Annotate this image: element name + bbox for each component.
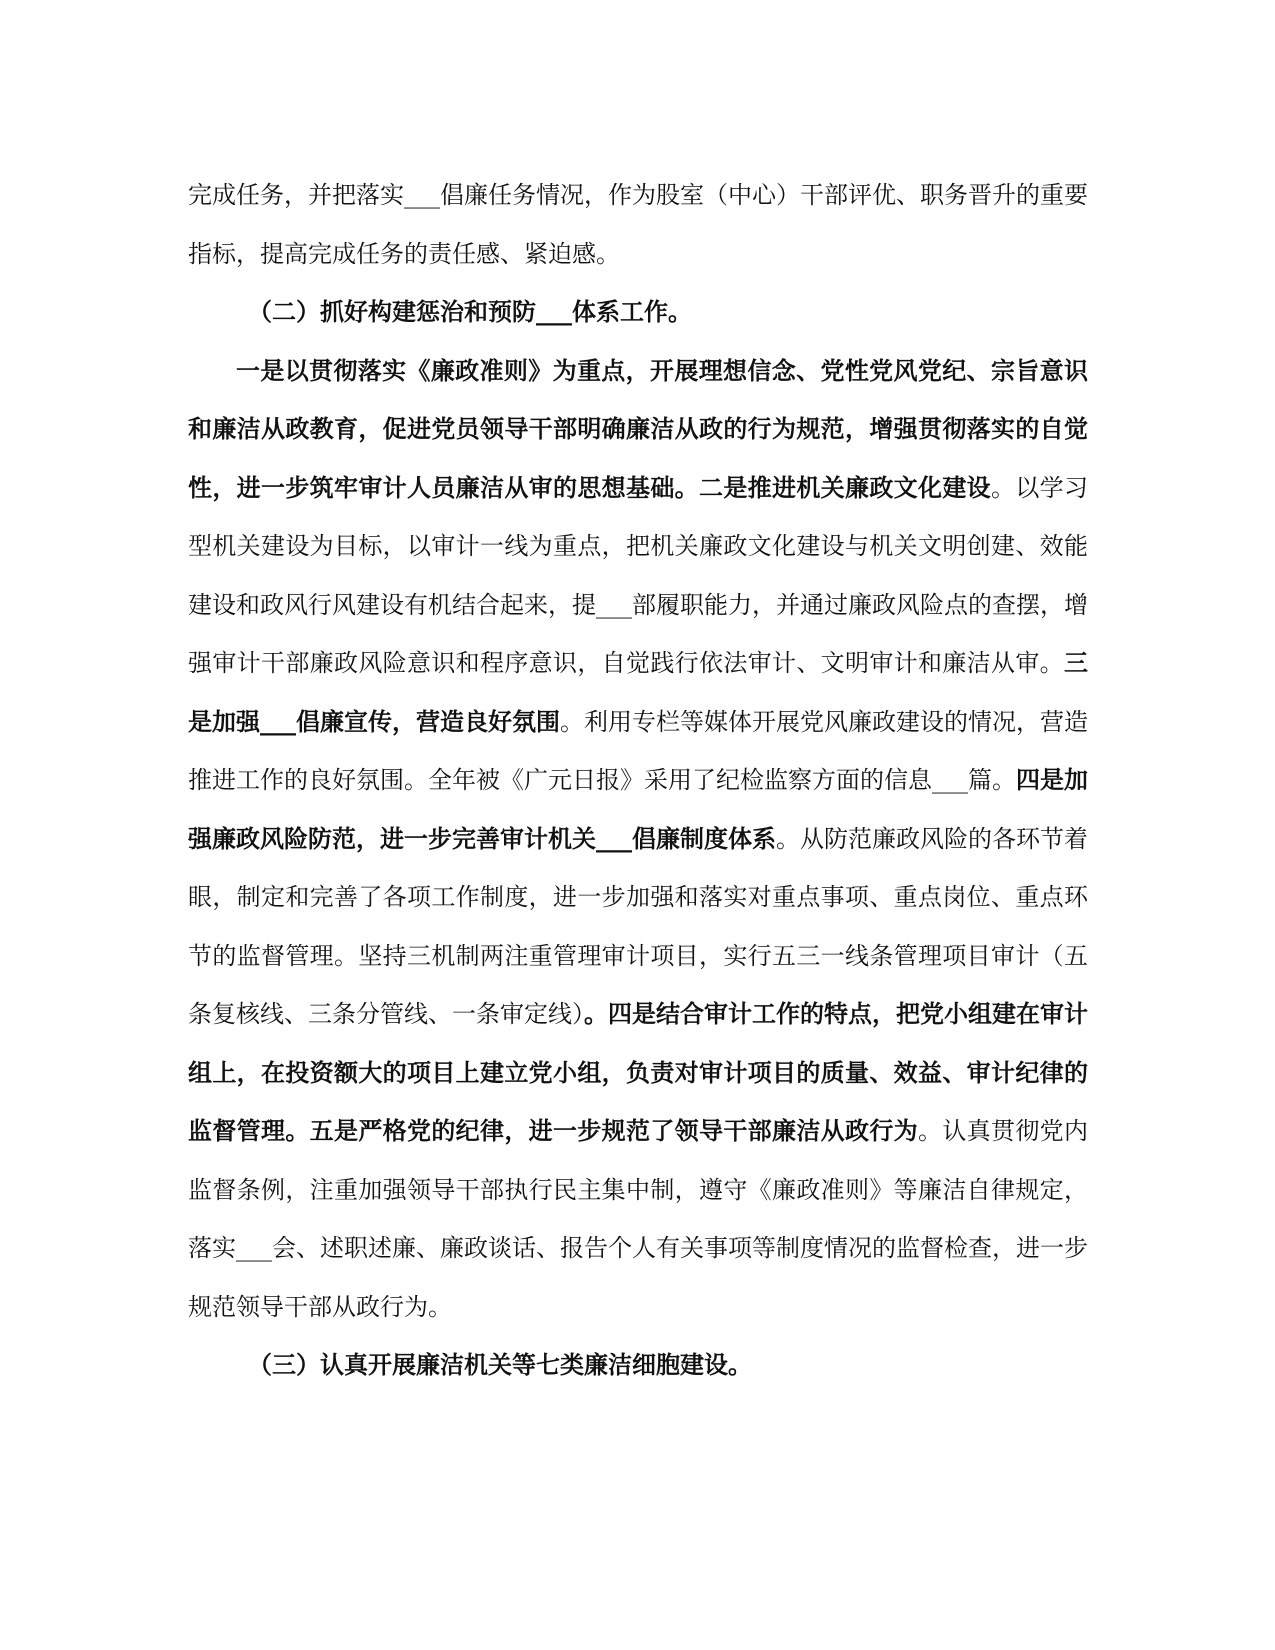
bold-run: 。四是结合审计工作的特点，把党小组建在审计组上，在投资额大的项目上建立党小组，负责对审计项目的质量、效益、审计纪律的监督管理。五是严格党的纪律，进一步规范了领导干部廉洁从政行为 xyxy=(188,999,1088,1145)
document-body xyxy=(188,166,1088,1395)
text-run: 。利用专栏等媒体开展党风廉政建设的情况，营造推进工作的良好氛围。全年被《广元日报》采用了纪检监察方面的信息___篇。 xyxy=(188,707,1088,794)
text-run: 。认真贯彻党内监督条例，注重加强领导干部执行民主集中制，遵守《廉政准则》等廉洁自律规定，落实___会、述职述廉、廉政谈话、报告个人有关事项等制度情况的监督检查，进一步规范领导干部从政行为。 xyxy=(188,1117,1088,1321)
bold-run: 三是加强___倡廉宣传，营造良好氛围 xyxy=(188,648,1088,736)
text-run: 。以学习型机关建设为目标，以审计一线为重点，把机关廉政文化建设与机关文明创建、效能建设和政风行风建设有机结合起来，提___部履职能力，并通过廉政风险点的查摆，增强审计干部廉政风险意识和程序意识，自觉践行依法审计、文明审计和廉洁从审。 xyxy=(188,473,1088,677)
bold-run: 四是加强廉政风险防范，进一步完善审计机关___倡廉制度体系 xyxy=(188,765,1088,853)
paragraph-continuation xyxy=(188,166,1088,283)
heading-text: （二）抓好构建惩治和预防___体系工作。 xyxy=(248,297,692,326)
section-heading-2 xyxy=(188,283,1088,342)
text-run: 完成任务，并把落实___倡廉任务情况，作为股室（中心）干部评优、职务晋升的重要指标，提高完成任务的责任感、紧迫感。 xyxy=(188,181,1088,268)
heading-text: （三）认真开展廉洁机关等七类廉洁细胞建设。 xyxy=(248,1350,752,1379)
section-heading-3 xyxy=(188,1336,1088,1395)
paragraph-main xyxy=(188,342,1088,1337)
bold-run: 一是以贯彻落实《廉政准则》为重点，开展理想信念、党性党风党纪、宗旨意识和廉洁从政教育，促进党员领导干部明确廉洁从政的行为规范，增强贯彻落实的自觉性，进一步筑牢审计人员廉洁从审的思想基础。二是推进机关廉政文化建设 xyxy=(188,355,1088,502)
text-run: 。从防范廉政风险的各环节着眼，制定和完善了各项工作制度，进一步加强和落实对重点事项、重点岗位、重点环节的监督管理。坚持三机制两注重管理审计项目，实行五三一线条管理项目审计（五条复核线、三条分管线、一条审定线） xyxy=(188,824,1088,1028)
